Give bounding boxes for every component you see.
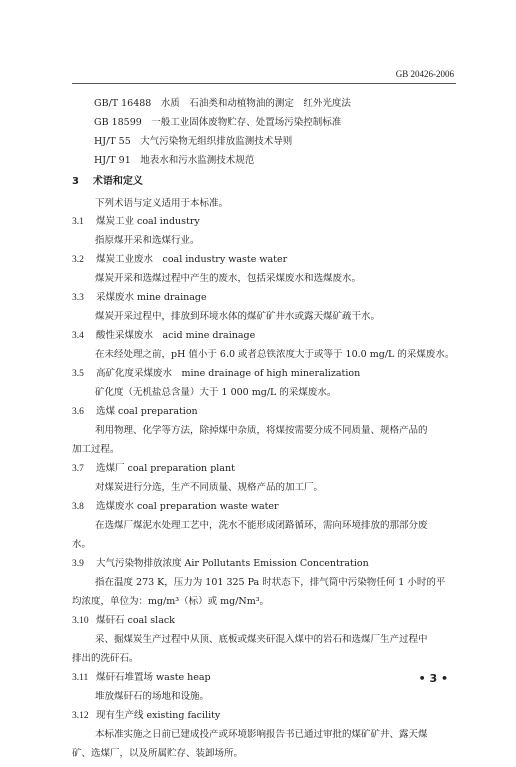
term-definition-line: 排出的洗矸石。 [72,653,139,664]
reference-item: HJ/T 55 大气污染物无组织排放监测技术导则 [94,136,293,147]
term-title: 选煤废水 coal preparation waste water [96,501,279,512]
term-number: 3.10 [72,616,89,626]
term-title: 采煤废水 mine drainage [96,292,207,303]
term-list [72,216,457,767]
term-definition-line: 在未经处理之前，pH 值小于 6.0 或者总铁浓度大于或等于 10.0 mg/L 的采煤废水。 [95,349,455,360]
term-entry [72,406,457,463]
term-number: 3.5 [72,369,84,379]
term-heading [72,330,457,349]
term-entry [72,558,457,615]
term-number: 3.9 [72,559,84,569]
term-definition-line: 煤炭开采过程中，排放到环境水体的煤矿矿井水或露天煤矿疏干水。 [95,311,381,322]
section-number: 3 [72,176,79,187]
term-definition-line: 利用物理、化学等方法，除掉煤中杂质，将煤按需要分成不同质量、规格产品的 [95,425,428,436]
reference-list [94,98,454,174]
term-entry [72,254,457,292]
term-title: 酸性采煤废水 acid mine drainage [96,330,256,341]
term-number: 3.4 [72,331,84,341]
term-definition-line: 在选煤厂煤泥水处理工艺中，洗水不能形成闭路循环，需向环境排放的那部分废 [95,520,428,531]
header-rule [72,83,456,84]
term-heading [72,710,457,729]
term-number: 3.1 [72,217,84,227]
reference-item: GB/T 16488 水质 石油类和动植物油的测定 红外光度法 [94,98,351,109]
term-entry [72,615,457,672]
term-entry [72,501,457,558]
term-entry [72,463,457,501]
term-heading [72,406,457,425]
term-number: 3.2 [72,255,84,265]
section-intro: 下列术语与定义适用于本标准。 [95,198,229,209]
section-heading [72,175,143,189]
term-entry [72,710,457,767]
term-heading [72,463,457,482]
term-title: 现有生产线 existing facility [96,710,221,721]
term-definition-line: 指在温度 273 K，压力为 101 325 Pa 时状态下，排气筒中污染物任何 1 小时的平 [95,577,446,588]
term-title: 大气污染物排放浓度 Air Pollutants Emission Concentration [96,558,369,569]
term-entry [72,292,457,330]
term-title: 高矿化度采煤废水 mine drainage of high mineralization [96,368,361,379]
section-title: 术语和定义 [92,176,143,187]
term-title: 煤矸石 coal slack [96,615,175,626]
term-title: 选煤 coal preparation [96,406,198,417]
term-number: 3.12 [72,711,89,721]
term-definition-line: 加工过程。 [72,444,120,455]
term-entry [72,368,457,406]
term-title: 煤炭工业 coal industry [96,216,200,227]
term-number: 3.8 [72,502,84,512]
term-heading [72,254,457,273]
term-title: 煤矸石堆置场 waste heap [96,672,211,683]
term-number: 3.6 [72,407,84,417]
reference-item: GB 18599 一般工业固体废物贮存、处置场污染控制标准 [94,117,342,128]
page-number: • 3 • [418,672,448,685]
term-number: 3.7 [72,464,84,474]
term-definition-line: 均浓度，单位为：mg/m³（标）或 mg/Nm³。 [72,596,270,607]
term-entry [72,330,457,368]
term-definition-line: 堆放煤矸石的场地和设施。 [95,691,210,702]
term-number: 3.3 [72,293,84,303]
term-heading [72,292,457,311]
term-heading [72,368,457,387]
term-title: 煤炭工业废水 coal industry waste water [96,254,288,265]
term-definition-line: 采、掘煤炭生产过程中从顶、底板或煤夹矸混入煤中的岩石和选煤厂生产过程中 [95,634,428,645]
standard-code: GB 20426-2006 [395,69,454,79]
term-definition-line: 本标准实施之日前已建成投产或环境影响报告书已通过审批的煤矿矿井、露天煤 [95,729,428,740]
term-definition-line: 对煤炭进行分选，生产不同质量、规格产品的加工厂。 [95,482,324,493]
term-definition-line: 矿化度（无机盐总含量）大于 1 000 mg/L 的采煤废水。 [95,387,337,398]
reference-item: HJ/T 91 地表水和污水监测技术规范 [94,155,255,166]
term-heading [72,672,457,691]
term-entry [72,216,457,254]
term-entry [72,672,457,710]
term-heading [72,558,457,577]
term-heading [72,615,457,634]
term-definition-line: 矿、选煤厂，以及所属贮存、装卸场所。 [72,748,244,759]
term-definition-line: 煤炭开采和选煤过程中产生的废水，包括采煤废水和选煤废水。 [95,273,362,284]
term-title: 选煤厂 coal preparation plant [96,463,235,474]
term-number: 3.11 [72,673,89,683]
term-heading [72,216,457,235]
term-definition-line: 指原煤开采和选煤行业。 [95,235,200,246]
term-heading [72,501,457,520]
term-definition-line: 水。 [72,539,92,550]
